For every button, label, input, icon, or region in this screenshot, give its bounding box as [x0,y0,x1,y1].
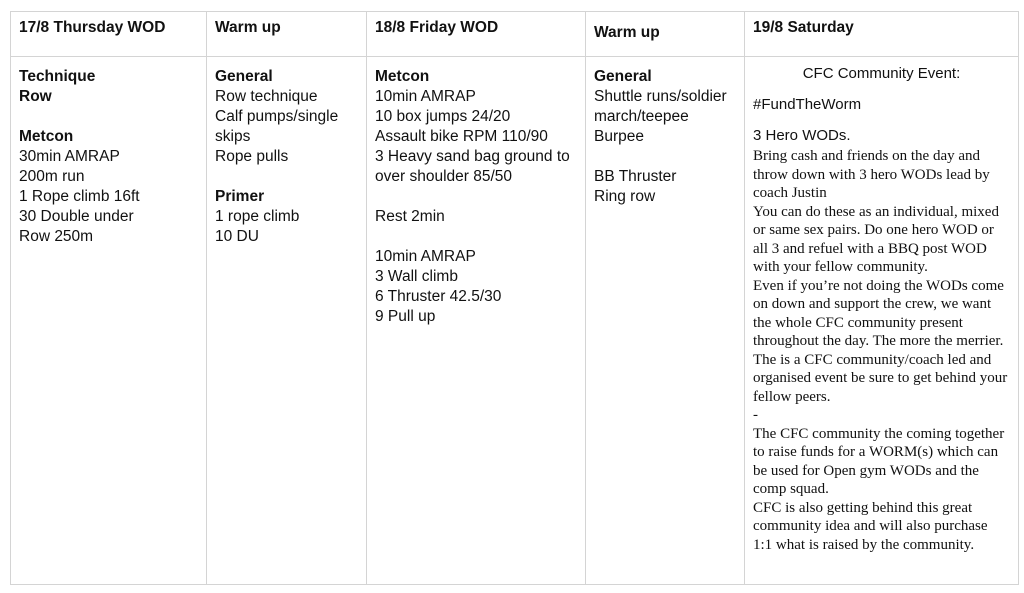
workout-line: 9 Pull up [375,308,436,325]
workout-line: 6 Thruster 42.5/30 [375,288,502,305]
workout-line: 200m run [19,168,85,185]
workout-line: 1 Rope climb 16ft [19,188,140,205]
event-paragraph: Even if you’re not doing the WODs come on down and support the crew, we want the whole CFC community present throughout the day. The more the merrier. [753,277,1004,349]
saturday-event-cell [745,57,1018,584]
column-header-warmup-2: Warm up [586,12,744,57]
workout-line: Metcon [19,128,74,145]
event-paragraph: CFC is also getting behind this great community idea and will also purchase 1:1 what is raised by the community. [753,499,988,553]
thursday-warmup-cell [207,57,366,584]
workout-line: Burpee [594,128,644,145]
thursday-wod-cell [11,57,206,584]
workout-line: 3 Wall climb [375,268,458,285]
workout-line: Shuttle runs/soldier march/teepee [594,88,727,125]
column-saturday-event [744,12,1018,584]
friday-warmup-cell [586,57,744,584]
blank-line [375,227,579,247]
workout-line: BB Thruster [594,168,677,185]
blank-line [215,167,360,187]
workout-line: 10min AMRAP [375,248,476,265]
event-title: CFC Community Event: [802,65,961,82]
event-paragraph: The CFC community the coming together to raise funds for a WORM(s) which can be used for Open gym WODs and the comp squad. [753,425,1005,497]
event-subtitle: 3 Hero WODs. [753,127,851,144]
column-friday-warmup [585,12,744,584]
wod-schedule-table [10,11,1019,585]
workout-line: Row technique [215,88,318,105]
workout-line: Ring row [594,188,656,205]
blank-line [19,107,200,127]
event-paragraph: You can do these as an individual, mixed or same sex pairs. Do one hero WOD or all 3 and refuel with a BBQ post WOD with your fellow community. [753,203,999,275]
workout-line: 30 Double under [19,208,134,225]
event-paragraph: The is a CFC community/coach led and organised event be sure to get behind your fellow peers. [753,351,1008,405]
column-header-friday: 18/8 Friday WOD [367,12,585,57]
event-paragraph: Bring cash and friends on the day and throw down with 3 hero WODs lead by coach Justin [753,148,990,201]
column-header-thursday: 17/8 Thursday WOD [11,12,206,57]
workout-line: Row 250m [19,228,94,245]
workout-line: Row [19,88,52,105]
workout-line: Metcon [375,68,430,85]
column-header-saturday: 19/8 Saturday [745,12,1018,57]
workout-line: Rest 2min [375,208,445,225]
workout-line: Calf pumps/single skips [215,108,339,145]
blank-line [375,187,579,207]
workout-line: 1 rope climb [215,208,300,225]
workout-line: 30min AMRAP [19,148,120,165]
workout-line: 10min AMRAP [375,88,476,105]
workout-line: 10 DU [215,228,259,245]
workout-line: Primer [215,188,265,205]
workout-line: Technique [19,68,96,85]
workout-line: General [215,68,273,85]
event-hashtag: #FundTheWorm [753,96,862,113]
column-thursday-warmup [206,12,366,584]
workout-line: 10 box jumps 24/20 [375,108,511,125]
column-thursday-wod [11,12,206,584]
column-friday-wod [366,12,585,584]
column-header-warmup-1: Warm up [207,12,366,57]
workout-line: Assault bike RPM 110/90 [375,128,548,145]
blank-line [594,147,738,167]
event-paragraph: - [753,407,758,423]
workout-line: 3 Heavy sand bag ground to over shoulder 85/50 [375,148,570,185]
workout-line: General [594,68,652,85]
workout-line: Rope pulls [215,148,289,165]
friday-wod-cell [367,57,585,584]
